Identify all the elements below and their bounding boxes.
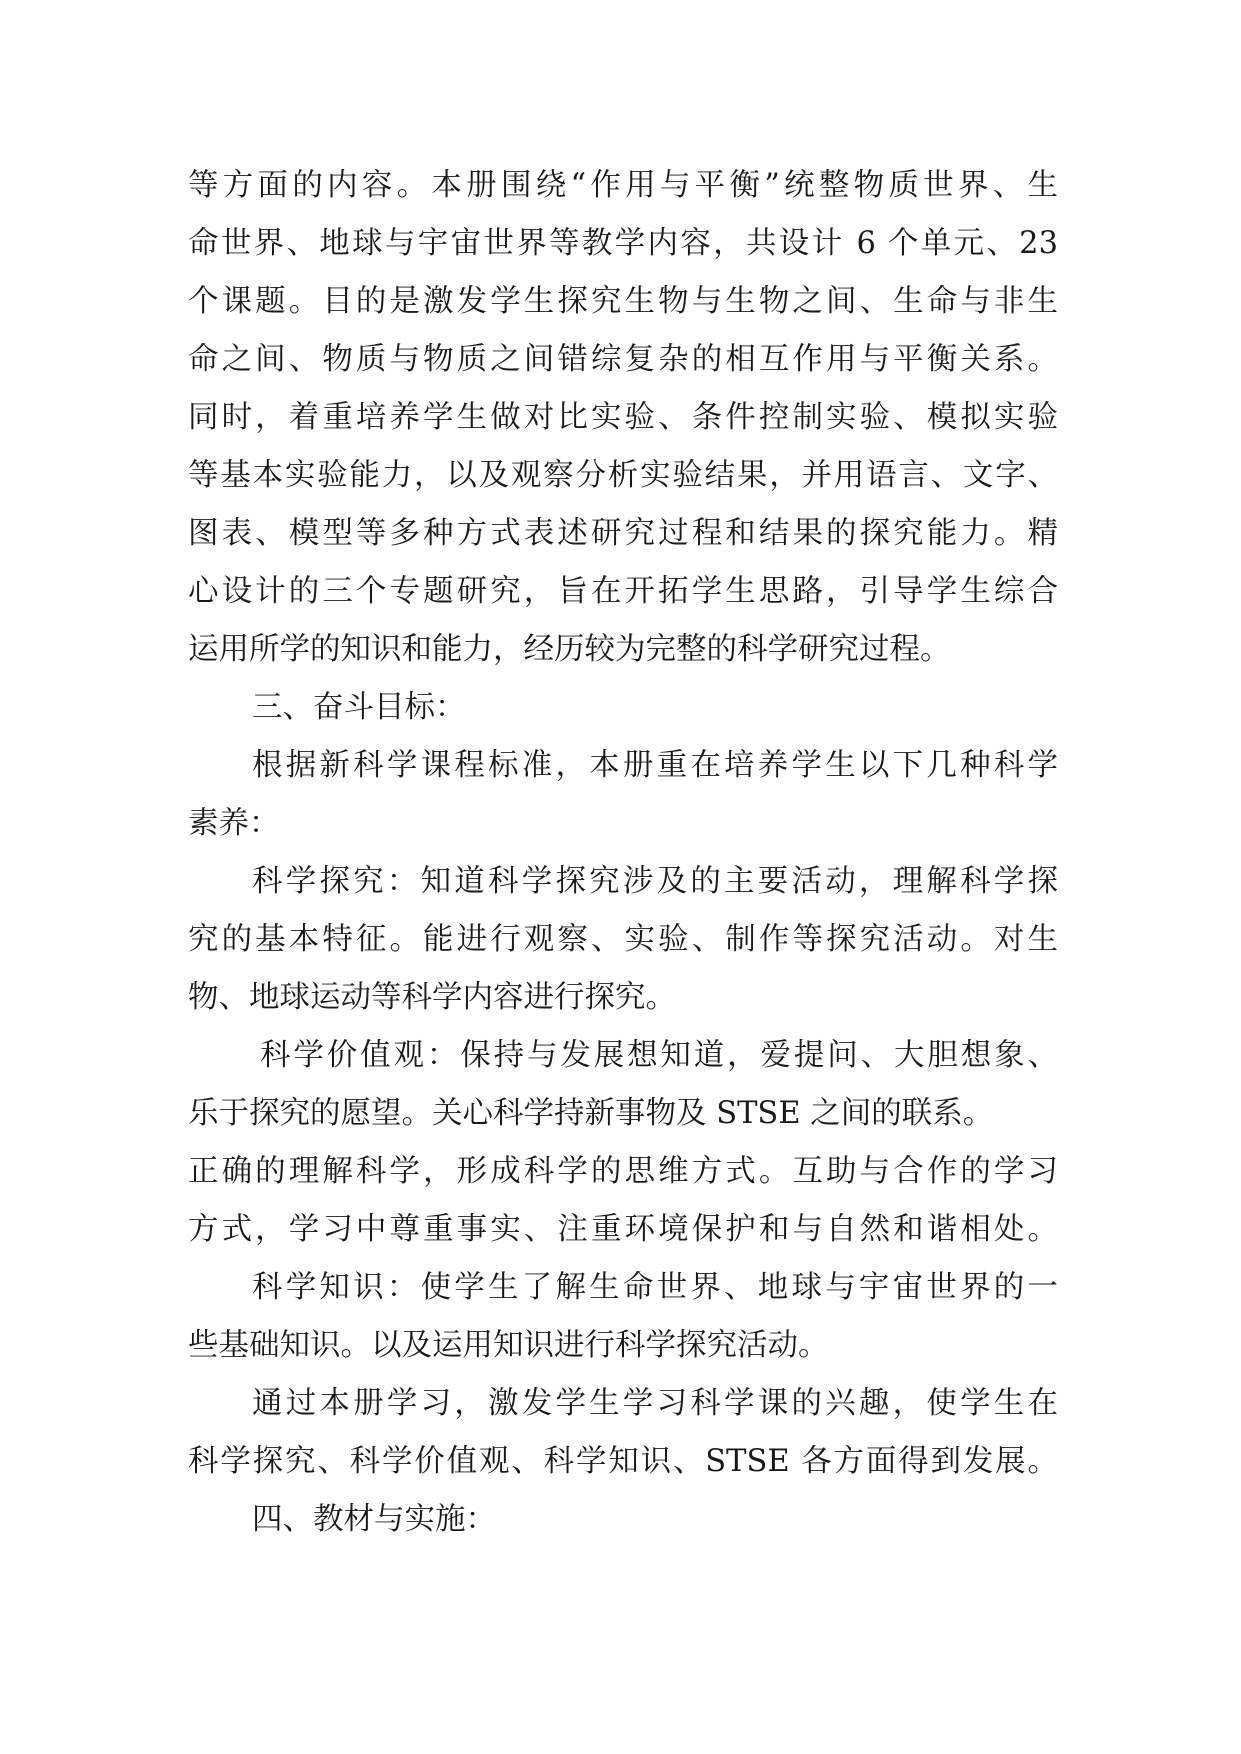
text-line: 科学价值观：保持与发展想知道，爱提问、大胆想象、 (260, 1038, 1058, 1073)
text-line: 图表、模型等多种方式表述研究过程和结果的探究能力。精 (188, 516, 1058, 551)
text-line: 方式，学习中尊重事实、注重环境保护和与自然和谐相处。 (188, 1212, 1058, 1247)
section-heading-goals: 三、奋斗目标： (252, 690, 466, 725)
text-line: 等基本实验能力，以及观察分析实验结果，并用语言、文字、 (188, 458, 1058, 493)
text-line: 根据新科学课程标准，本册重在培养学生以下几种科学 (252, 748, 1058, 783)
text-line: 物、地球运动等科学内容进行探究。 (188, 980, 676, 1015)
text-line: 乐于探究的愿望。关心科学持新事物及 STSE 之间的联系。 (188, 1096, 994, 1131)
text-line: 科学探究：知道科学探究涉及的主要活动，理解科学探 (252, 864, 1058, 899)
text-line: 命世界、地球与宇宙世界等教学内容，共设计 6 个单元、23 (188, 226, 1058, 261)
section-heading-materials: 四、教材与实施： (252, 1502, 496, 1537)
text-line: 科学知识：使学生了解生命世界、地球与宇宙世界的一 (252, 1270, 1058, 1305)
text-line: 运用所学的知识和能力，经历较为完整的科学研究过程。 (188, 632, 951, 667)
text-line: 命之间、物质与物质之间错综复杂的相互作用与平衡关系。 (188, 342, 1058, 377)
text-line: 科学探究、科学价值观、科学知识、STSE 各方面得到发展。 (188, 1444, 1058, 1479)
text-line: 正确的理解科学，形成科学的思维方式。互助与合作的学习 (188, 1154, 1058, 1189)
text-line: 心设计的三个专题研究，旨在开拓学生思路，引导学生综合 (188, 574, 1058, 609)
text-line: 些基础知识。以及运用知识进行科学探究活动。 (188, 1328, 829, 1363)
text-line: 同时，着重培养学生做对比实验、条件控制实验、模拟实验 (188, 400, 1058, 435)
text-line: 通过本册学习，激发学生学习科学课的兴趣，使学生在 (252, 1386, 1058, 1421)
text-line: 素养： (188, 806, 280, 841)
text-line: 等方面的内容。本册围绕“作用与平衡”统整物质世界、生 (188, 168, 1058, 203)
text-line: 个课题。目的是激发学生探究生物与生物之间、生命与非生 (188, 284, 1058, 319)
body-text (188, 157, 1058, 1549)
text-line: 究的基本特征。能进行观察、实验、制作等探究活动。对生 (188, 922, 1058, 957)
